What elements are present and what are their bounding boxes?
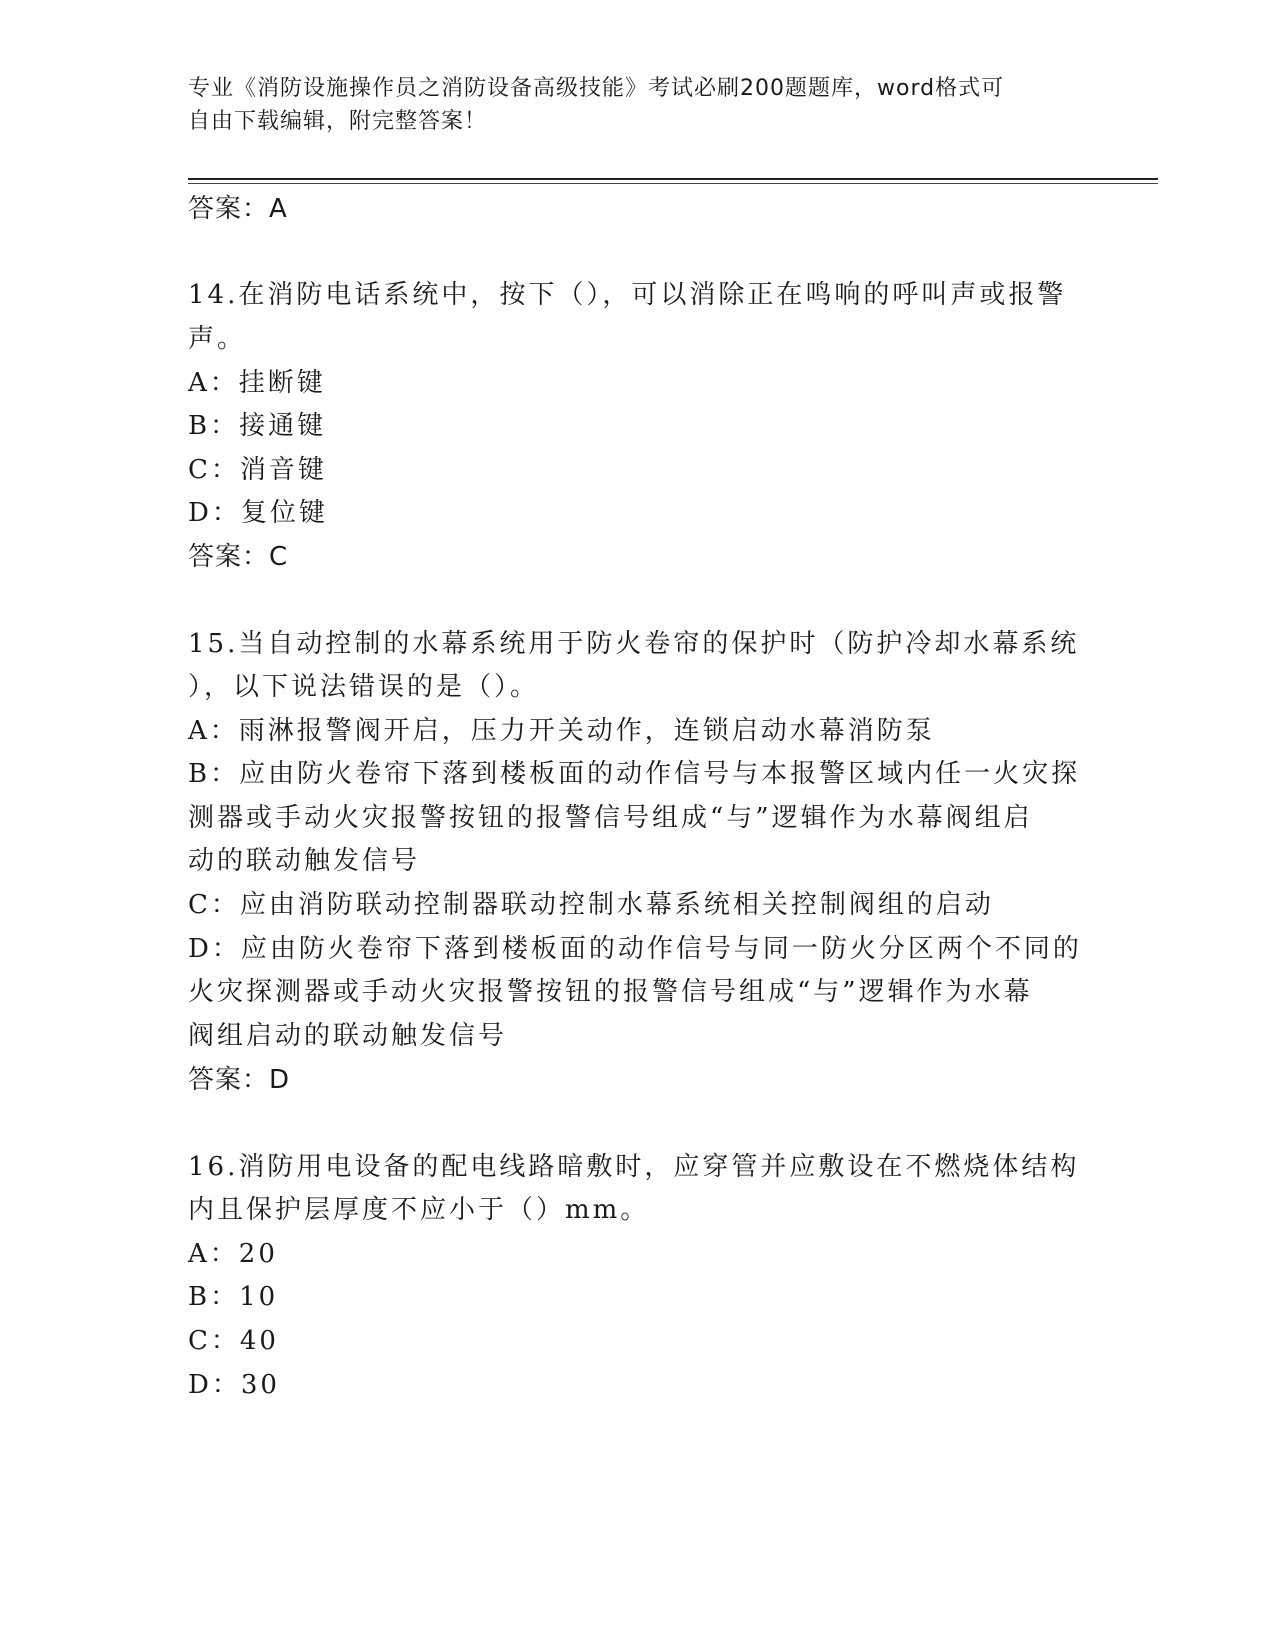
q15-option-b-line-1: B：应由防火卷帘下落到楼板面的动作信号与本报警区域内任一火灾探	[188, 759, 1081, 789]
answer-prev: 答案：A	[188, 194, 288, 224]
q16-option-c: C：40	[188, 1326, 279, 1356]
document-header	[188, 72, 1068, 138]
q14-answer: 答案：C	[188, 542, 289, 572]
q14-stem-line-2: 声。	[188, 324, 247, 354]
q16-stem-line-1: 16.消防用电设备的配电线路暗敷时，应穿管并应敷设在不燃烧体结构	[188, 1152, 1080, 1182]
q16-option-a: A：20	[188, 1239, 278, 1269]
q15-stem-line-1: 15.当自动控制的水幕系统用于防火卷帘的保护时（防护冷却水幕系统	[188, 629, 1080, 659]
q15-option-d-line-1: D：应由防火卷帘下落到楼板面的动作信号与同一防火分区两个不同的	[188, 934, 1082, 964]
q15-option-b-line-2: 测器或手动火灾报警按钮的报警信号组成“与”逻辑作为水幕阀组启	[188, 803, 1033, 833]
header-divider-thick	[188, 178, 1158, 180]
q14-option-b: B：接通键	[188, 411, 327, 441]
q15-answer: 答案：D	[188, 1065, 291, 1095]
q16-option-b: B：10	[188, 1282, 279, 1312]
q15-option-c: C：应由消防联动控制器联动控制水幕系统相关控制阀组的启动	[188, 890, 994, 920]
q15-option-b-line-3: 动的联动触发信号	[188, 846, 421, 876]
q15-option-d-line-2: 火灾探测器或手动火灾报警按钮的报警信号组成“与”逻辑作为水幕	[188, 977, 1033, 1007]
header-line-2: 自由下载编辑，附完整答案！	[188, 109, 488, 134]
q14-option-c: C：消音键	[188, 455, 327, 485]
q15-stem-line-2: ），以下说法错误的是（）。	[188, 672, 540, 702]
header-line-1: 专业《消防设施操作员之消防设备高级技能》考试必刷200题题库，word格式可	[188, 76, 1005, 101]
q14-option-d: D：复位键	[188, 498, 328, 528]
q14-option-a: A：挂断键	[188, 368, 326, 398]
q15-option-a: A：雨淋报警阀开启，压力开关动作，连锁启动水幕消防泵	[188, 716, 935, 746]
q16-stem-line-2: 内且保护层厚度不应小于（）mm。	[188, 1195, 650, 1225]
q16-option-d: D：30	[188, 1370, 280, 1400]
q15-option-d-line-3: 阀组启动的联动触发信号	[188, 1021, 508, 1051]
header-divider-thin	[188, 183, 1158, 184]
q14-stem-line-1: 14.在消防电话系统中，按下（），可以消除正在鸣响的呼叫声或报警	[188, 280, 1067, 310]
